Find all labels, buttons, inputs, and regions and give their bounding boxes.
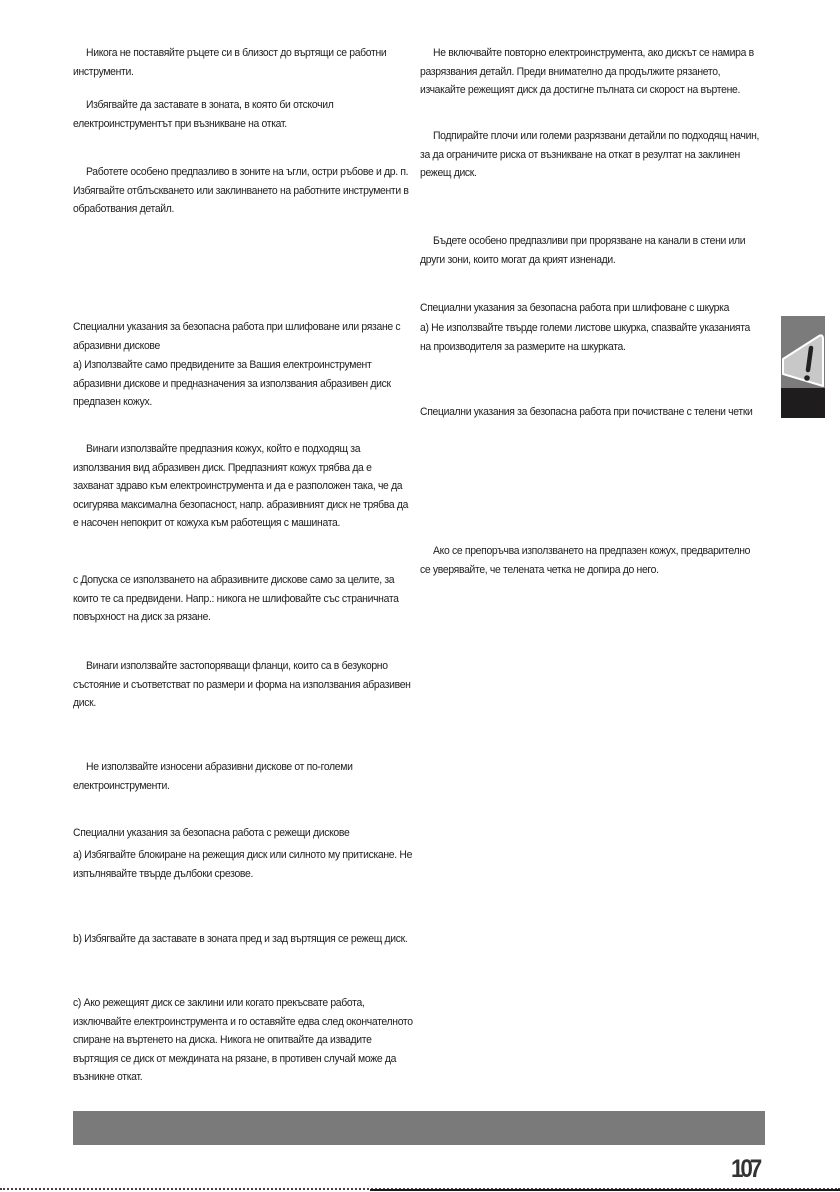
item-a-abrasive: а) Използвайте само предвидените за Вашия електроинструмент абразивни дискове и предназначения за използвания абразивен диск предпазен кожух. [73, 359, 391, 409]
paragraph-kickback-zone: Избягвайте да заставате в зоната, в която би отскочил електроинструментът при възникване на откат. [73, 99, 334, 130]
item-c-cutting: с) Ако режещият диск се заклини или когато прекъсвате работа, изключвайте електроинструмента и го оставяйте едва след окончателното спиране на въртенето на диска. Никога не опитвайте да извадите въртящия се диск от междината на рязане, в противен случай може да възникне откат. [73, 997, 413, 1084]
heading-cutting-discs: Специални указания за безопасна работа с режещи дискове [73, 827, 350, 839]
paragraph-worn-discs: Не използвайте износени абразивни дискове от по-големи електроинструменти. [73, 761, 353, 792]
heading-abrasive-discs: Специални указания за безопасна работа при шлифоване или рязане с абразивни дискове [73, 321, 401, 352]
item-a-cutting: а) Избягвайте блокиране на режещия диск или силното му притискане. Не изпълнявайте твърде дълбоки срезове. [73, 849, 413, 880]
paragraph-hands-away: Никога не поставяйте ръцете си в близост до въртящи се работни инструменти. [73, 47, 387, 78]
item-c-abrasive: с Допуска се използването на абразивните дискове само за целите, за които те са предвидени. Напр.: никога не шлифовайте със страничната повърхност на диск за рязане. [73, 574, 399, 624]
warning-side-tab [781, 316, 825, 418]
paragraph-corners: Работете особено предпазливо в зоните на ъгли, остри ръбове и др. п. Избягвайте отблъскването или заклинването на работните инструменти в обработвания детайл. [73, 166, 409, 216]
footer-bar [73, 1111, 765, 1145]
item-a-sanding: а) Не използвайте твърде големи листове шкурка, спазвайте указанията на производителя за размерите на шкурката. [420, 322, 751, 353]
item-b-cutting: b) Избягвайте да заставате в зоната пред и зад въртящия се режещ диск. [73, 933, 408, 945]
page-number: 107 [731, 1155, 760, 1183]
paragraph-support-panels: Подпирайте плочи или големи разрязвани детайли по подходящ начин, за да ограничите риска от възникване на откат в резултат на заклинен режещ диск. [420, 130, 760, 180]
paragraph-restart: Не включвайте повторно електроинструмента, ако дискът се намира в разрязвания детайл. Преди внимателно да продължите рязането, изчакайте режещият диск да достигне пълната си скорост на въртене. [420, 47, 754, 97]
heading-wire-brush: Специални указания за безопасна работа при почистване с телени четки [420, 406, 753, 418]
paragraph-walls: Бъдете особено предпазливи при прорязване на канали в стени или други зони, които могат да крият изненади. [420, 235, 746, 266]
warning-icon [781, 316, 825, 418]
bottom-solid-rule [370, 1189, 840, 1191]
paragraph-guard: Винаги използвайте предпазния кожух, който е подходящ за използвания вид абразивен диск. Предпазният кожух трябва да е захванат здраво към електроинструмента и да е разположен така, че да осигурява максимална безопасност, напр. абразивният диск не трябва да е насочен непокрит от кожуха към работещия с машината. [73, 443, 409, 530]
heading-sanding: Специални указания за безопасна работа при шлифоване с шкурка [420, 302, 730, 314]
paragraph-flanges: Винаги използвайте застопоряващи фланци, които са в безукорно състояние и съответстват по размери и форма на използвания абразивен диск. [73, 660, 411, 710]
paragraph-brush-guard: Ако се препоръчва използването на предпазен кожух, предварително се уверявайте, че телената четка не допира до него. [420, 545, 751, 576]
